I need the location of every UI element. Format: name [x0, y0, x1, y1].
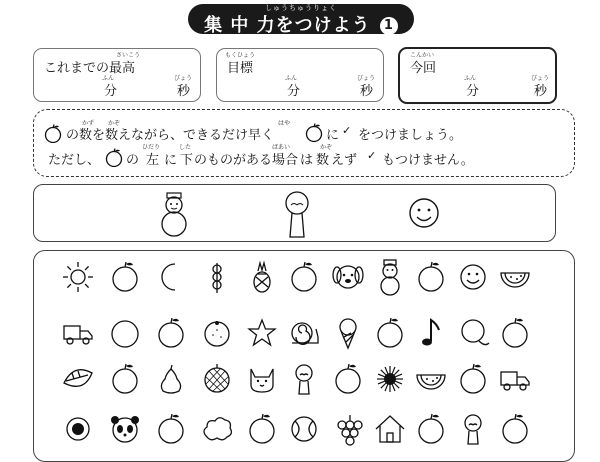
apple-icon[interactable] — [503, 318, 527, 347]
title-banner — [188, 4, 414, 34]
best-label: これまでの最高 — [44, 61, 136, 76]
goal-minutes-ruby: ふん — [285, 75, 298, 82]
grapes-icon[interactable] — [338, 415, 362, 445]
house-icon[interactable] — [376, 416, 404, 442]
best-score-box — [33, 48, 201, 102]
worksheet-number-badge: 1 — [380, 17, 398, 35]
instruction-line2-f: のものがある — [194, 153, 273, 168]
star-icon[interactable] — [249, 320, 275, 345]
check-mark: ✓ — [367, 149, 377, 162]
current-label-ruby: こんかい — [410, 52, 435, 59]
best-minutes-ruby: ふん — [102, 75, 115, 82]
orange-icon[interactable] — [205, 321, 229, 346]
note-icon[interactable] — [422, 320, 439, 346]
melon-icon[interactable] — [205, 364, 229, 392]
ruby-hidari: ひだり — [142, 144, 161, 151]
kokeshi-icon — [286, 192, 308, 237]
apple-icon[interactable] — [419, 262, 443, 291]
instruction-line1-b: に — [326, 128, 340, 143]
current-score-box — [398, 47, 557, 104]
panda-icon[interactable] — [111, 416, 139, 442]
instruction-line2-b: の — [126, 153, 140, 168]
instruction-line2-i: 数 — [316, 153, 330, 168]
check-mark: ✓ — [342, 124, 352, 137]
sun-icon[interactable] — [63, 262, 93, 292]
goal-label: 目標 — [227, 61, 254, 76]
goal-seconds-unit: 秒 — [360, 84, 374, 99]
current-seconds-unit: 秒 — [534, 84, 548, 99]
example-box — [33, 184, 556, 242]
apple-icon[interactable] — [378, 318, 402, 347]
pear-icon[interactable] — [161, 365, 180, 393]
smiley-icon — [410, 199, 438, 227]
instruction-line2-k: もつけません。 — [382, 153, 474, 168]
apple-icon[interactable] — [113, 262, 137, 291]
snowman-icon — [162, 193, 186, 236]
apple-icon[interactable] — [159, 318, 183, 347]
goal-score-box — [216, 48, 384, 102]
apple-icon[interactable] — [503, 414, 527, 443]
ruby-kazu: かず — [82, 120, 95, 127]
instruction-line2-d: に — [164, 153, 178, 168]
page-title-text: 集 中 力をつけよう — [204, 15, 371, 36]
ruby-shita: した — [179, 144, 192, 151]
apple-icon — [304, 122, 324, 142]
kokeshi-icon[interactable] — [465, 415, 481, 444]
apple-icon[interactable] — [113, 364, 137, 393]
apple-icon — [43, 123, 63, 143]
current-minutes-ruby: ふん — [464, 75, 477, 82]
goal-seconds-ruby: びょう — [357, 75, 376, 82]
urchin-icon[interactable] — [377, 366, 403, 392]
current-minutes-unit: 分 — [466, 84, 480, 99]
best-seconds-ruby: びょう — [174, 75, 193, 82]
kokeshi-icon[interactable] — [296, 365, 312, 394]
snail-icon[interactable] — [292, 323, 318, 344]
balloon-icon[interactable] — [462, 320, 489, 345]
instruction-line1-c: をつけましょう。 — [358, 128, 463, 143]
leaf-icon[interactable] — [64, 370, 92, 387]
symbol-grid-box — [33, 250, 575, 462]
instruction-line2-g: 場合 — [272, 153, 299, 168]
smiley-icon[interactable] — [461, 265, 485, 289]
symbol-grid — [34, 251, 574, 461]
watermelon-icon[interactable] — [417, 375, 445, 389]
instruction-line2-j: えず — [331, 153, 358, 168]
icecream-icon[interactable] — [340, 319, 356, 348]
ruby-baai: ばあい — [272, 144, 291, 151]
cloud-icon[interactable] — [204, 418, 231, 440]
apple-icon[interactable] — [336, 364, 360, 393]
ruby-kazo2: かぞ — [320, 144, 333, 151]
instruction-line1-a: の数を数えながら、できるだけ早く — [66, 128, 275, 143]
cat-icon[interactable] — [251, 369, 273, 392]
truck-icon[interactable] — [501, 372, 529, 390]
truck-icon[interactable] — [64, 326, 92, 344]
apple-icon[interactable] — [250, 414, 274, 443]
ruby-haya: はや — [278, 120, 291, 127]
apple-icon[interactable] — [292, 262, 316, 291]
best-label-ruby: さいこう — [116, 52, 141, 59]
dango-icon[interactable] — [213, 263, 221, 293]
apple-icon[interactable] — [461, 364, 485, 393]
pineapple-icon[interactable] — [254, 263, 270, 292]
snowman-icon[interactable] — [381, 260, 399, 295]
instruction-line2-a: ただし、 — [48, 153, 101, 168]
tennisball-icon[interactable] — [292, 417, 316, 441]
instruction-line2-h: は — [300, 153, 314, 168]
page-title — [188, 11, 414, 37]
instruction-line2-e: 下 — [180, 153, 194, 168]
current-label: 今回 — [410, 61, 437, 76]
apple-icon — [104, 147, 124, 167]
target-icon[interactable] — [67, 418, 89, 440]
example-icons — [34, 185, 555, 241]
instruction-line2-c: 左 — [146, 153, 160, 168]
moon-icon[interactable] — [162, 264, 175, 290]
best-minutes-unit: 分 — [104, 84, 118, 99]
circle-icon[interactable] — [112, 321, 138, 347]
current-seconds-ruby: びょう — [531, 75, 550, 82]
title-ruby: しゅうちゅうりょく — [265, 4, 337, 12]
ruby-kazo: かぞ — [108, 120, 121, 127]
apple-icon[interactable] — [419, 414, 443, 443]
goal-minutes-unit: 分 — [287, 84, 301, 99]
dog-icon[interactable] — [333, 266, 363, 288]
apple-icon[interactable] — [159, 414, 183, 443]
instructions-box — [33, 109, 575, 177]
best-seconds-unit: 秒 — [177, 84, 191, 99]
goal-label-ruby: もくひょう — [225, 52, 256, 59]
watermelon-icon[interactable] — [501, 273, 529, 287]
